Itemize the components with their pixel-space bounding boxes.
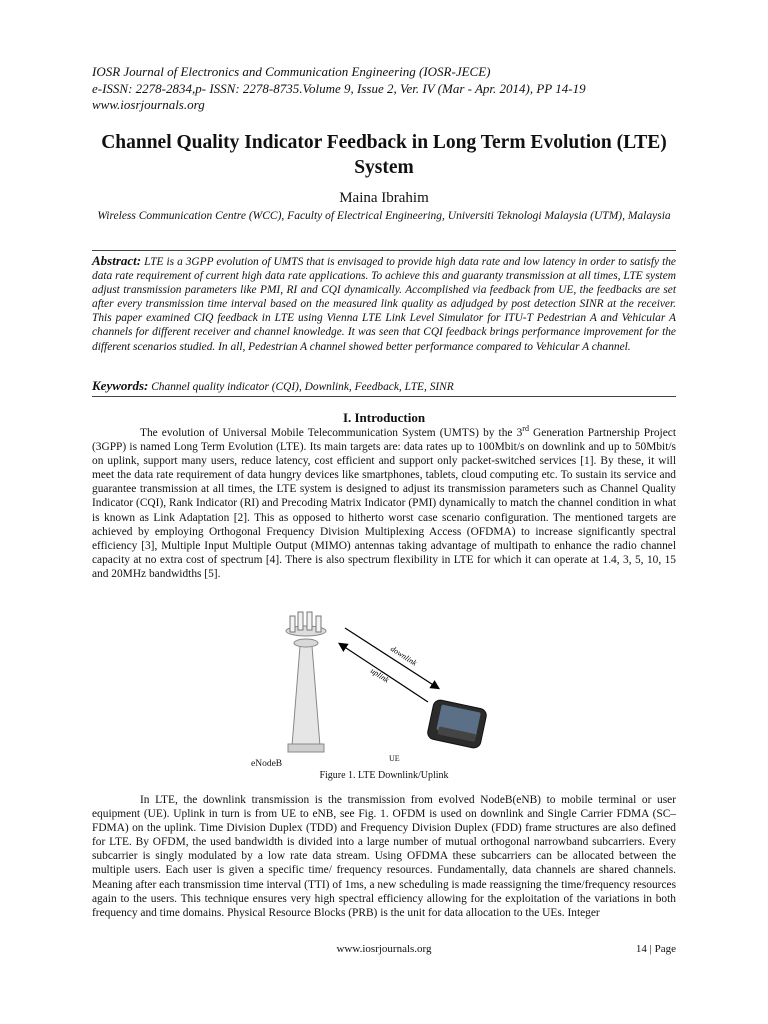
abstract-text: LTE is a 3GPP evolution of UMTS that is envisaged to provide high data rate and low latency in order to satisfy the data rate requirement of current high data rate applications. To achieve this and guaranty transmission at all times, LTE system adjust transmission parameters like PMI, RI and CQI dynamically. Accomplished via feedback from UE, the feedbacks are set after every transmission time interval based on the measured link quality as adjudged by post detection SINR at the receiver. This paper examined CIQ feedback in LTE using Vienna LTE Link Level Simulator for ITU-T Pedestrian A and Vehicular A channels for different receiver and channel knowledge. It was seen that CQI feedback brings performance improvement for the different scenarios studied. In all, Pedestrian A channel showed better performance compared to Vehicular A channel.	[92, 256, 676, 353]
intro-paragraph-2: In LTE, the downlink transmission is the transmission from evolved NodeB(eNB) to mobile terminal or user equipment (UE). Uplink in turn is from UE to eNB, see Fig. 1. OFDM is used on downlink and Single Carrier FDMA (SC–FDMA) on the uplink. Time Division Duplex (TDD) and Frequency Division Duplex (FDD) frame structures are also defined for LTE. By OFDM, the used bandwidth is divided into a large number of mutual orthogonal narrowband subcarriers. Every subcarrier is singly modulated by a low rate data stream. Using OFDMA these subcarriers can be allocated between the multiple users. Each user is given a specific time/ frequency resources. Fundamentally, data channels are shared channels. Meaning after each transmission time interval (TTI) of 1ms, a new scheduling is made reassigning the time/frequency resources again to the users. This technique ensures very high spectral efficiency allowing for the exploitation of the variations in both frequency and time domains. Physical Resource Blocks (PRB) is the unit for data allocation to the UEs. Integer	[92, 794, 676, 919]
journal-site: www.iosrjournals.org	[92, 97, 205, 112]
uplink-label: uplink	[368, 666, 391, 685]
abstract-top-rule	[92, 250, 676, 251]
author-affiliation: Wireless Communication Centre (WCC), Faculty of Electrical Engineering, Universiti Teknologi Malaysia (UTM), Malaysia	[97, 210, 671, 222]
journal-header	[92, 64, 692, 114]
abstract	[92, 254, 676, 354]
ordinal-suffix: rd	[522, 424, 529, 434]
downlink-label: downlink	[388, 644, 419, 668]
ue-phone-icon	[426, 699, 487, 749]
journal-issn: e-ISSN: 2278-2834,p- ISSN: 2278-8735.Volume 9, Issue 2, Ver. IV (Mar - Apr. 2014), PP 14-19	[92, 80, 586, 96]
downlink-arrow	[345, 628, 438, 688]
abstract-bottom-rule	[92, 396, 676, 397]
keywords	[92, 379, 676, 394]
figure-caption: Figure 1. LTE Downlink/Uplink	[319, 770, 449, 781]
author-name: Maina Ibrahim	[339, 190, 429, 206]
journal-name: IOSR Journal of Electronics and Communication Engineering (IOSR-JECE)	[92, 64, 491, 79]
page-number: 14 | Page	[635, 943, 676, 955]
ue-label: UE	[389, 754, 400, 763]
paper-title: Channel Quality Indicator Feedback in Long Term Evolution (LTE) System	[101, 132, 667, 178]
enodeb-tower-icon	[286, 612, 326, 752]
enodeb-label: eNodeB	[251, 759, 283, 769]
keywords-label: Keywords:	[92, 378, 149, 393]
section-heading-introduction: I. Introduction	[342, 410, 426, 425]
intro-paragraph-1-start: The evolution of Universal Mobile Telecommunication System (UMTS) by the 3	[140, 427, 523, 439]
abstract-label: Abstract:	[92, 253, 142, 268]
intro-paragraph-1	[92, 426, 676, 581]
lte-diagram	[240, 606, 500, 776]
intro-paragraph-1-rest: Generation Partnership Project (3GPP) is named Long Term Evolution (LTE). Its main targets are: data rates up to 100Mbit/s on downlink and up to 50Mbit/s on uplink, support many users, reduce latency, cost efficient and support only packet-switched services [1]. By these, it will meet the data rate requirement of data hungry devices like smartphones, tablets, cloud computing etc. To sustain its service and guarantee transmission at all times, the LTE system is designed to adjust its transmission parameters such as Channel Quality Indicator (CQI), Rank Indicator (RI) and Precoding Matrix Indicator (PMI) dynamically to match the channel condition in what is known as Link Adaptation [2]. This as opposed to hitherto worst case scenario configuration. The mentioned targets are achieved by employing Orthogonal Frequency Division Multiplexing Access (OFDMA) to increase significantly spectral efficiency [3], Multiple Input Multiple Output (MIMO) antennas taking advantage of multipath to enhance the radio channel capacity at no extra cost of spectrum [4]. There is also spectrum flexibility in LTE for which it can operate at 1.4, 3, 5, 10, 15 and 20MHz bandwidths [5].	[92, 427, 676, 580]
figure-lte-downlink-uplink	[240, 606, 500, 776]
footer-url: www.iosrjournals.org	[336, 943, 432, 955]
page-footer	[92, 940, 676, 958]
keywords-text: Channel quality indicator (CQI), Downlink, Feedback, LTE, SINR	[151, 381, 454, 393]
